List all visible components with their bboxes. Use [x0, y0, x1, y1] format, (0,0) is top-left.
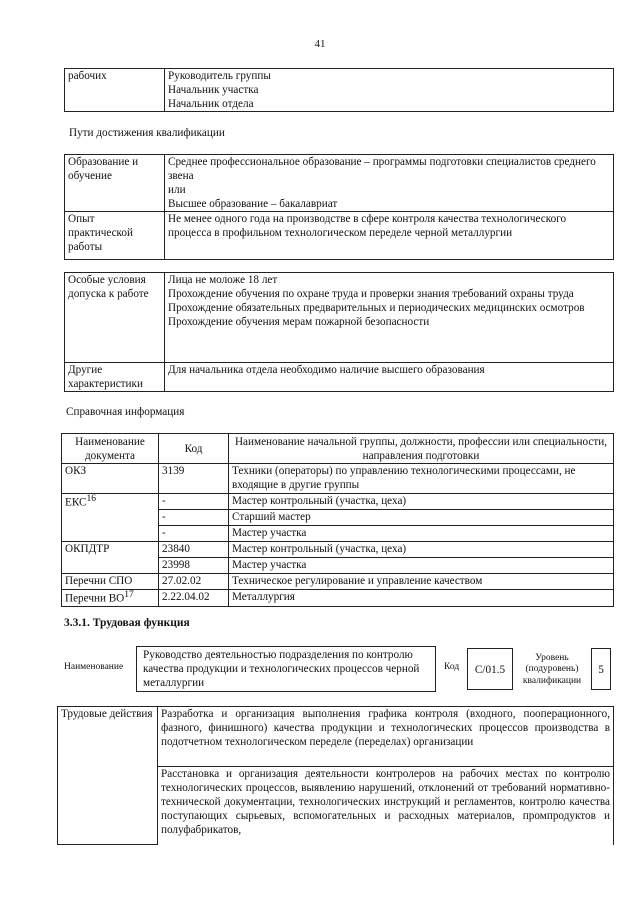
- function-heading: 3.3.1. Трудовая функция: [64, 617, 190, 629]
- conditions-table: [64, 272, 614, 392]
- reference-code: 27.02.02: [159, 574, 229, 590]
- top-table-right: [165, 69, 614, 112]
- reference-code: 2.22.04.02: [159, 590, 229, 607]
- reference-name: Техники (операторы) по управлению технологическими процессами, не входящие в другие группы: [229, 464, 614, 494]
- code-label: Код: [444, 662, 460, 672]
- reference-name: Мастер участка: [229, 558, 614, 574]
- reference-code: -: [159, 510, 229, 526]
- reference-code: 3139: [159, 464, 229, 494]
- qualification-value: [165, 155, 614, 212]
- reference-code: 23998: [159, 558, 229, 574]
- conditions-value: [165, 363, 614, 392]
- qualification-line: Не менее одного года на производстве в сфере контроля качества технологического процесса в профильном технологическом переделе черной металлургии: [168, 213, 567, 239]
- conditions-line: Для начальника отдела необходимо наличие высшего образования: [168, 364, 485, 376]
- reference-name: Мастер контрольный (участка, цеха): [229, 494, 614, 510]
- top-table-left: рабочих: [65, 69, 165, 112]
- action-item: Расстановка и организация деятельности контролеров на рабочих местах по контролю технологических процессов, выявлению нарушений, отклонений от требований нормативно-технической документации, технологических инструкций и регламентов, контролю качества поступающих сырьевых, вспомогательных и расходных материалов, промпродуктов и полуфабрикатов,: [158, 767, 614, 845]
- reference-doc: Перечни ВО$^{17}$: [62, 590, 159, 607]
- page-number: 41: [314, 38, 326, 50]
- reference-name: Мастер участка: [229, 526, 614, 542]
- qualification-label: Опыт практической работы: [65, 212, 165, 260]
- top-table: [64, 68, 614, 112]
- code-box: [467, 648, 513, 690]
- top-table-line: Руководитель группы: [168, 70, 271, 82]
- conditions-value: [165, 273, 614, 363]
- top-table-line: Начальник участка: [168, 84, 259, 96]
- qualification-line: или: [168, 184, 186, 196]
- conditions-label: Другие характеристики: [65, 363, 165, 392]
- reference-doc: Перечни СПО: [62, 574, 159, 590]
- qualification-table: [64, 154, 614, 260]
- reference-name: Мастер контрольный (участка, цеха): [229, 542, 614, 558]
- qualification-value: [165, 212, 614, 260]
- reference-code: 23840: [159, 542, 229, 558]
- reference-doc: ОКПДТР: [62, 542, 159, 574]
- reference-doc: ЕКС$^{16}$: [62, 494, 159, 542]
- reference-name: Техническое регулирование и управление качеством: [229, 574, 614, 590]
- reference-header-code: Код: [159, 434, 229, 464]
- footnote-mark: 17: [124, 590, 134, 600]
- function-name-box: [136, 646, 436, 692]
- level-label: Уровень (подуровень) квалификации: [522, 653, 582, 686]
- name-label: Наименование: [64, 662, 124, 672]
- footnote-mark: 16: [86, 494, 96, 504]
- reference-doc: ОКЗ: [62, 464, 159, 494]
- reference-heading: Справочная информация: [66, 406, 185, 418]
- reference-name: Старший мастер: [229, 510, 614, 526]
- qualification-heading: Пути достижения квалификации: [69, 127, 225, 139]
- reference-code: -: [159, 494, 229, 510]
- qualification-line: Высшее образование – бакалавриат: [168, 198, 338, 210]
- qualification-label: Образование и обучение: [65, 155, 165, 212]
- function-name-value: Руководство деятельностью подразделения по контролю качества продукции и технологических процессов черной металлургии: [143, 649, 420, 689]
- actions-table: [57, 706, 614, 845]
- level-box: [591, 648, 611, 690]
- reference-code: -: [159, 526, 229, 542]
- level-value: 5: [598, 664, 604, 676]
- action-item: Разработка и организация выполнения графика контроля (входного, пооперационного, фазного, финишного) качества продукции и технологических процессов производства в подотчетном технологическом переделе (переделах) организации: [158, 707, 614, 767]
- qualification-line: Среднее профессиональное образование – программы подготовки специалистов среднего звена: [168, 156, 596, 182]
- reference-header-name: Наименование начальной группы, должности, профессии или специальности, направления подготовки: [229, 434, 614, 464]
- conditions-line: Лица не моложе 18 лет: [168, 274, 278, 286]
- conditions-line: Прохождение обучения по охране труда и проверки знания требований охраны труда: [168, 288, 574, 300]
- reference-table: [61, 433, 614, 607]
- reference-header-doc: Наименование документа: [62, 434, 159, 464]
- actions-label: Трудовые действия: [58, 707, 158, 845]
- top-table-line: Начальник отдела: [168, 98, 254, 110]
- conditions-line: Прохождение обязательных предварительных и периодических медицинских осмотров: [168, 302, 585, 314]
- conditions-label: Особые условия допуска к работе: [65, 273, 165, 363]
- reference-name: Металлургия: [229, 590, 614, 607]
- code-value: C/01.5: [474, 664, 506, 676]
- conditions-line: Прохождение обучения мерам пожарной безопасности: [168, 316, 430, 328]
